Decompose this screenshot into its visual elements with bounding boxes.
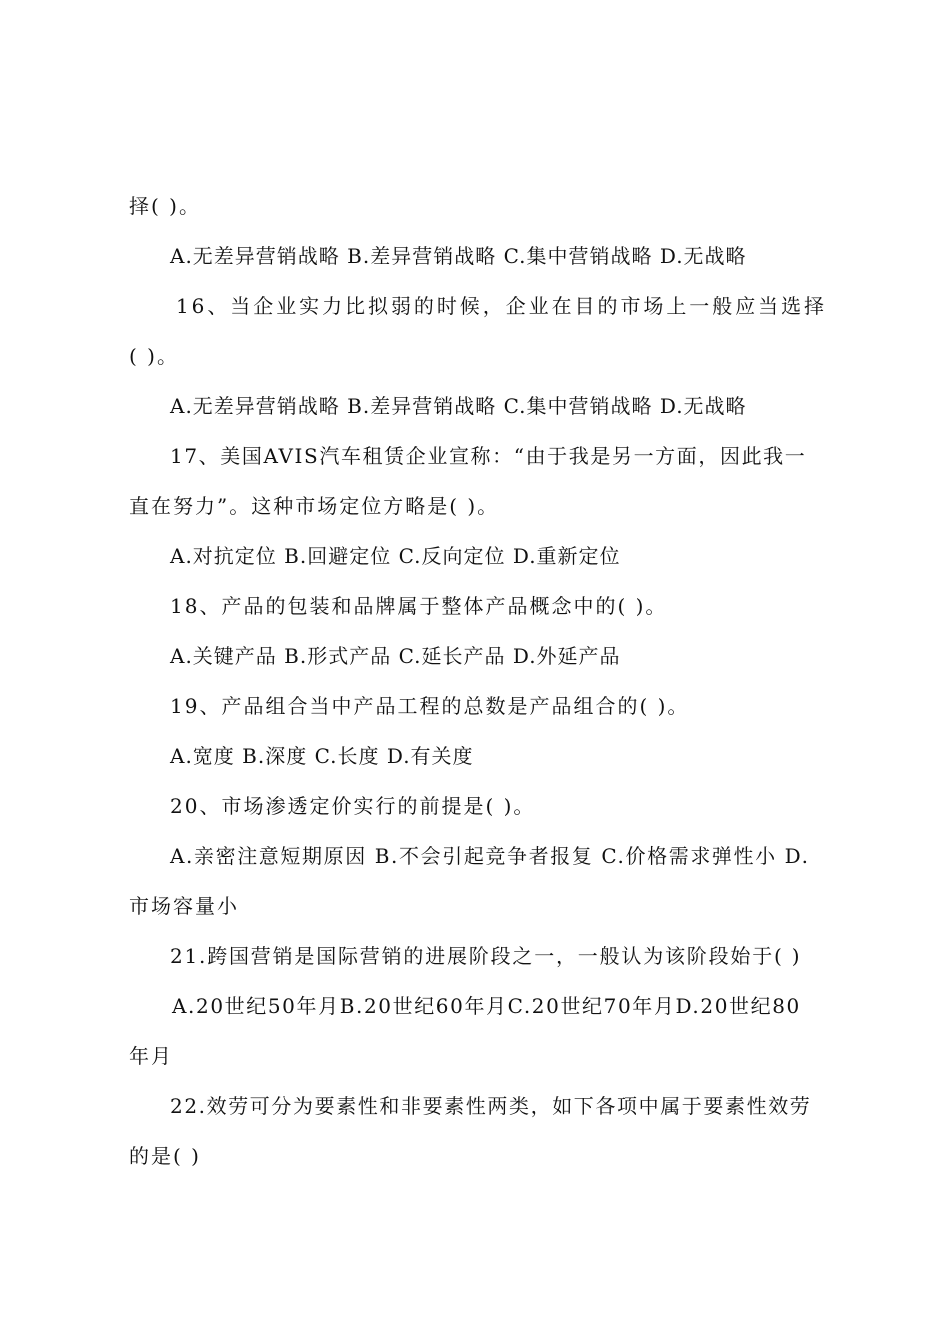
answer-options: A.无差异营销战略 B.差异营销战略 C.集中营销战略 D.无战略 xyxy=(170,244,747,268)
answer-options: A.20世纪50年月B.20世纪60年月C.20世纪70年月D.20世纪80 xyxy=(172,994,801,1018)
question-17: 17、美国AVIS汽车租赁企业宣称：“由于我是另一方面，因此我一 xyxy=(170,444,807,468)
answer-options: A.无差异营销战略 B.差异营销战略 C.集中营销战略 D.无战略 xyxy=(170,394,747,418)
question-18: 18、产品的包装和品牌属于整体产品概念中的( )。 xyxy=(170,594,668,618)
question-21: 21.跨国营销是国际营销的进展阶段之一，一般认为该阶段始于( ) xyxy=(170,944,802,968)
answer-options: A.宽度 B.深度 C.长度 D.有关度 xyxy=(170,744,474,768)
question-22: 22.效劳可分为要素性和非要素性两类，如下各项中属于要素性效劳 xyxy=(170,1094,812,1118)
answer-options: A.亲密注意短期原因 B.不会引起竞争者报复 C.价格需求弹性小 D. xyxy=(170,844,810,868)
text-line: 择( )。 xyxy=(129,194,201,218)
text-line: ( )。 xyxy=(129,344,179,368)
text-line: 市场容量小 xyxy=(129,894,239,918)
text-line: 直在努力”。这种市场定位方略是( )。 xyxy=(129,494,500,518)
answer-options: A.关键产品 B.形式产品 C.延长产品 D.外延产品 xyxy=(170,644,621,668)
question-20: 20、市场渗透定价实行的前提是( )。 xyxy=(170,794,536,818)
answer-options: A.对抗定位 B.回避定位 C.反向定位 D.重新定位 xyxy=(170,544,621,568)
text-line: 的是( ) xyxy=(129,1144,201,1168)
question-19: 19、产品组合当中产品工程的总数是产品组合的( )。 xyxy=(170,694,690,718)
text-line: 年月 xyxy=(129,1044,173,1068)
question-16: 16、当企业实力比拟弱的时候，企业在目的市场上一般应当选择 xyxy=(176,294,827,318)
